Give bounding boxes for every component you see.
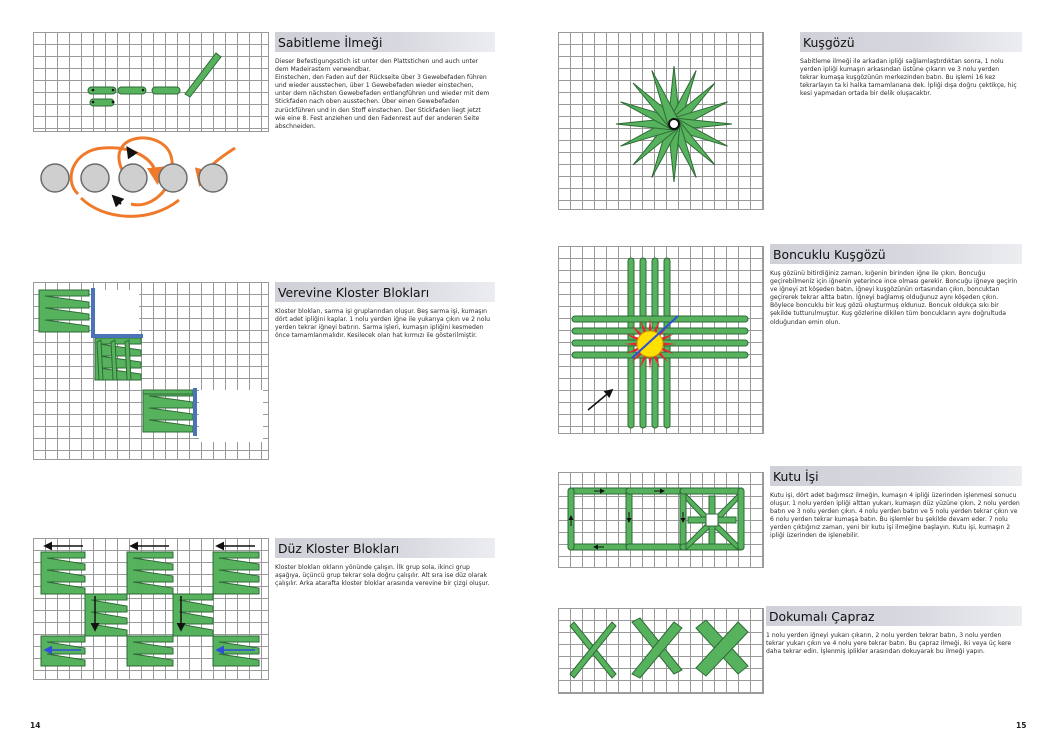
section-title: Kutu İşi: [770, 466, 1022, 486]
section-title: Kuşgözü: [800, 32, 1022, 52]
section-title: Düz Kloster Blokları: [275, 538, 495, 558]
figure-sabitleme: [33, 32, 269, 228]
section-body: Dieser Befestigungsstich ist unter den Plattstichen und auch unter dem Madeirastern verwendbar. Einstechen, den Faden auf der Rückseite über 3 Gewebefaden führen und wieder ausstechen, über 1 Gewebefaden wieder einstechen, unter dem nächsten Gewebefaden entlangführen und wieder mit dem Stickfaden nach oben ausstechen. Über einen Gewebefaden zurückführen und in den Stoff einstechen. Der Stickfaden liegt jetzt wie eine 8. Fest anziehen und den Fadenrest auf der anderen Seite abschneiden.: [275, 58, 490, 130]
section-title: Verevine Kloster Blokları: [275, 282, 495, 302]
page-number-right: 15: [1016, 721, 1027, 730]
section-title: Sabitleme İlmeği: [275, 32, 495, 52]
page-number-left: 14: [30, 721, 41, 730]
section-title: Dokumalı Çapraz: [766, 606, 1022, 626]
figure-verevine: [33, 282, 269, 460]
section-body: Kloster blokları okların yönünde çalışın. İlk grup sola, ikinci grup aşağıya, üçüncü grup tekrar sola doğru çalışılır. Alt sıra ise düz olarak çalışılır. Arka atarafta kloster bloklar arasında verevine bir çizgi oluşur.: [275, 564, 490, 588]
figure-kusgozu: [558, 32, 764, 210]
section-body: Kloster blokları, sarma işi gruplarından oluşur. Beş sarma işi, kumaşın dört adet ipliğini kaplar. 1 nolu yerden iğne ile yukarıya çıkın ve 2 nolu yerden tekrar iğneyi batırın. Sarma işleri, kumaşın ipliğini kesmeden önce tamamlanmalıdır. Kesilecek olan hat kırmızı ile gösterilmiştir.: [275, 308, 491, 340]
section-body: Kutu işi, dört adet bağımsız ilmeğin, kumaşın 4 ipliği üzerinden işlenmesi sonucu oluşur. 1 nolu yerden ipliği alttan yukarı, kumaşın düz yüzüne çıkın, 2 nolu yerden batın ve 3 nolu yerden çıkın. 4 nolu yerden batın ve 5 nolu yerden tekrar çıkın ve 6 nolu yerden tekrar kumaşa batın. Bu işlemler bu şekilde devam eder. 7 nolu yerden çıktığınız zaman, yeni bir kutu işi ilmeğine başlayın. Kutu işi, kumaşın 2 ipliği üzerinden de işlenebilir.: [770, 492, 1020, 540]
section-body: Sabitleme ilmeği ile arkadan ipliği sağlamlaştırdıktan sonra, 1 nolu yerden ipliği kumaşın arkasından üstüne çıkarın ve 3 nolu yerden tekrar kumaşa kuşgözünün merkezinden batın. Bu işlemi 16 kez tekrarlayın ta ki halka tamamlanana dek. İpliği dışa doğru çektikçe, hiç kesi yapmadan ortada bir delik oluşacaktır.: [800, 58, 1017, 98]
figure-duz: [33, 538, 269, 680]
section-body: 1 nolu yerden iğneyi yukarı çıkarın, 2 nolu yerden tekrar batın, 3 nolu yerden tekrar yukarı çıkın ve 4 nolu yere tekrar batın. Bu çapraz ilmeği, iki veya üç kere daha tekrar edin. İşlenmiş iplikler arasından dokuyarak bu ilmeği yapın.: [766, 632, 1012, 656]
figure-dokumali: [558, 608, 764, 694]
figure-boncuklu: [558, 246, 764, 434]
section-title: Boncuklu Kuşgözü: [770, 244, 1022, 264]
section-body: Kuş gözünü bitirdiğiniz zaman, kığenin birinden iğne ile çıkın. Boncuğu geçirebilmeniz için iğnenin yeterince ince olması gerekir. Boncuğu iğneye geçirin ve iğneyi zıt köşeden batın, iğneyi kuşgözünün ortasından çıkın, boncuktan geçirerek tekrar altta batın. İğneyi bağlamış olduğunuz aynı köşeden çıkın. Böylece boncuklu bir kuş gözü oluşturmuş oldunuz. Boncuk oldukça sıkı bir şekilde tutturulmuştur. Kuş gözlerine dikilen tüm boncukların aynı doğrultuda olduğundan emin olun.: [770, 270, 1018, 326]
figure-kutu: [558, 472, 764, 568]
